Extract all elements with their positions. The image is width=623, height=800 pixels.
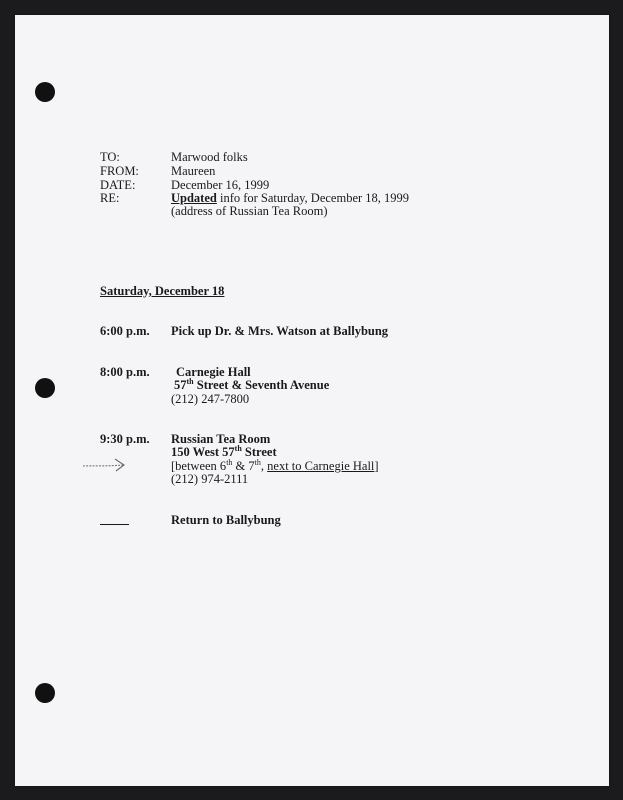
schedule-heading: Saturday, December 18	[100, 284, 225, 298]
event2-phone: (212) 247-7800	[171, 392, 250, 406]
blank-time-line	[100, 524, 129, 525]
date-value: December 16, 1999	[171, 178, 270, 192]
event2-title: Carnegie Hall	[176, 365, 251, 379]
event3-time: 9:30 p.m.	[100, 432, 150, 446]
re-rest: info for Saturday, December 18, 1999	[216, 191, 410, 205]
punch-hole	[35, 378, 55, 398]
re-label: RE:	[100, 191, 120, 205]
punch-hole	[35, 683, 55, 703]
date-label: DATE:	[100, 178, 136, 192]
event2-address: 57th Street & Seventh Avenue	[174, 376, 330, 392]
event3-phone: (212) 974-2111	[171, 472, 249, 486]
event1-time: 6:00 p.m.	[100, 324, 150, 338]
re-updated: Updated	[171, 191, 217, 205]
event1-desc: Pick up Dr. & Mrs. Watson at Ballybung	[171, 324, 389, 338]
event3-title: Russian Tea Room	[171, 432, 271, 446]
punch-hole	[35, 82, 55, 102]
hand-drawn-arrow-icon	[81, 456, 127, 474]
to-value: Marwood folks	[171, 150, 248, 164]
event4-desc: Return to Ballybung	[171, 513, 281, 527]
event3-note: [between 6th & 7th, next to Carnegie Hall]	[171, 457, 379, 473]
document-page	[15, 15, 609, 786]
to-label: TO:	[100, 150, 120, 164]
event2-time: 8:00 p.m.	[100, 365, 150, 379]
from-label: FROM:	[100, 164, 139, 178]
event3-address: 150 West 57th Street	[171, 443, 277, 459]
re-line2: (address of Russian Tea Room)	[171, 204, 328, 218]
from-value: Maureen	[171, 164, 216, 178]
